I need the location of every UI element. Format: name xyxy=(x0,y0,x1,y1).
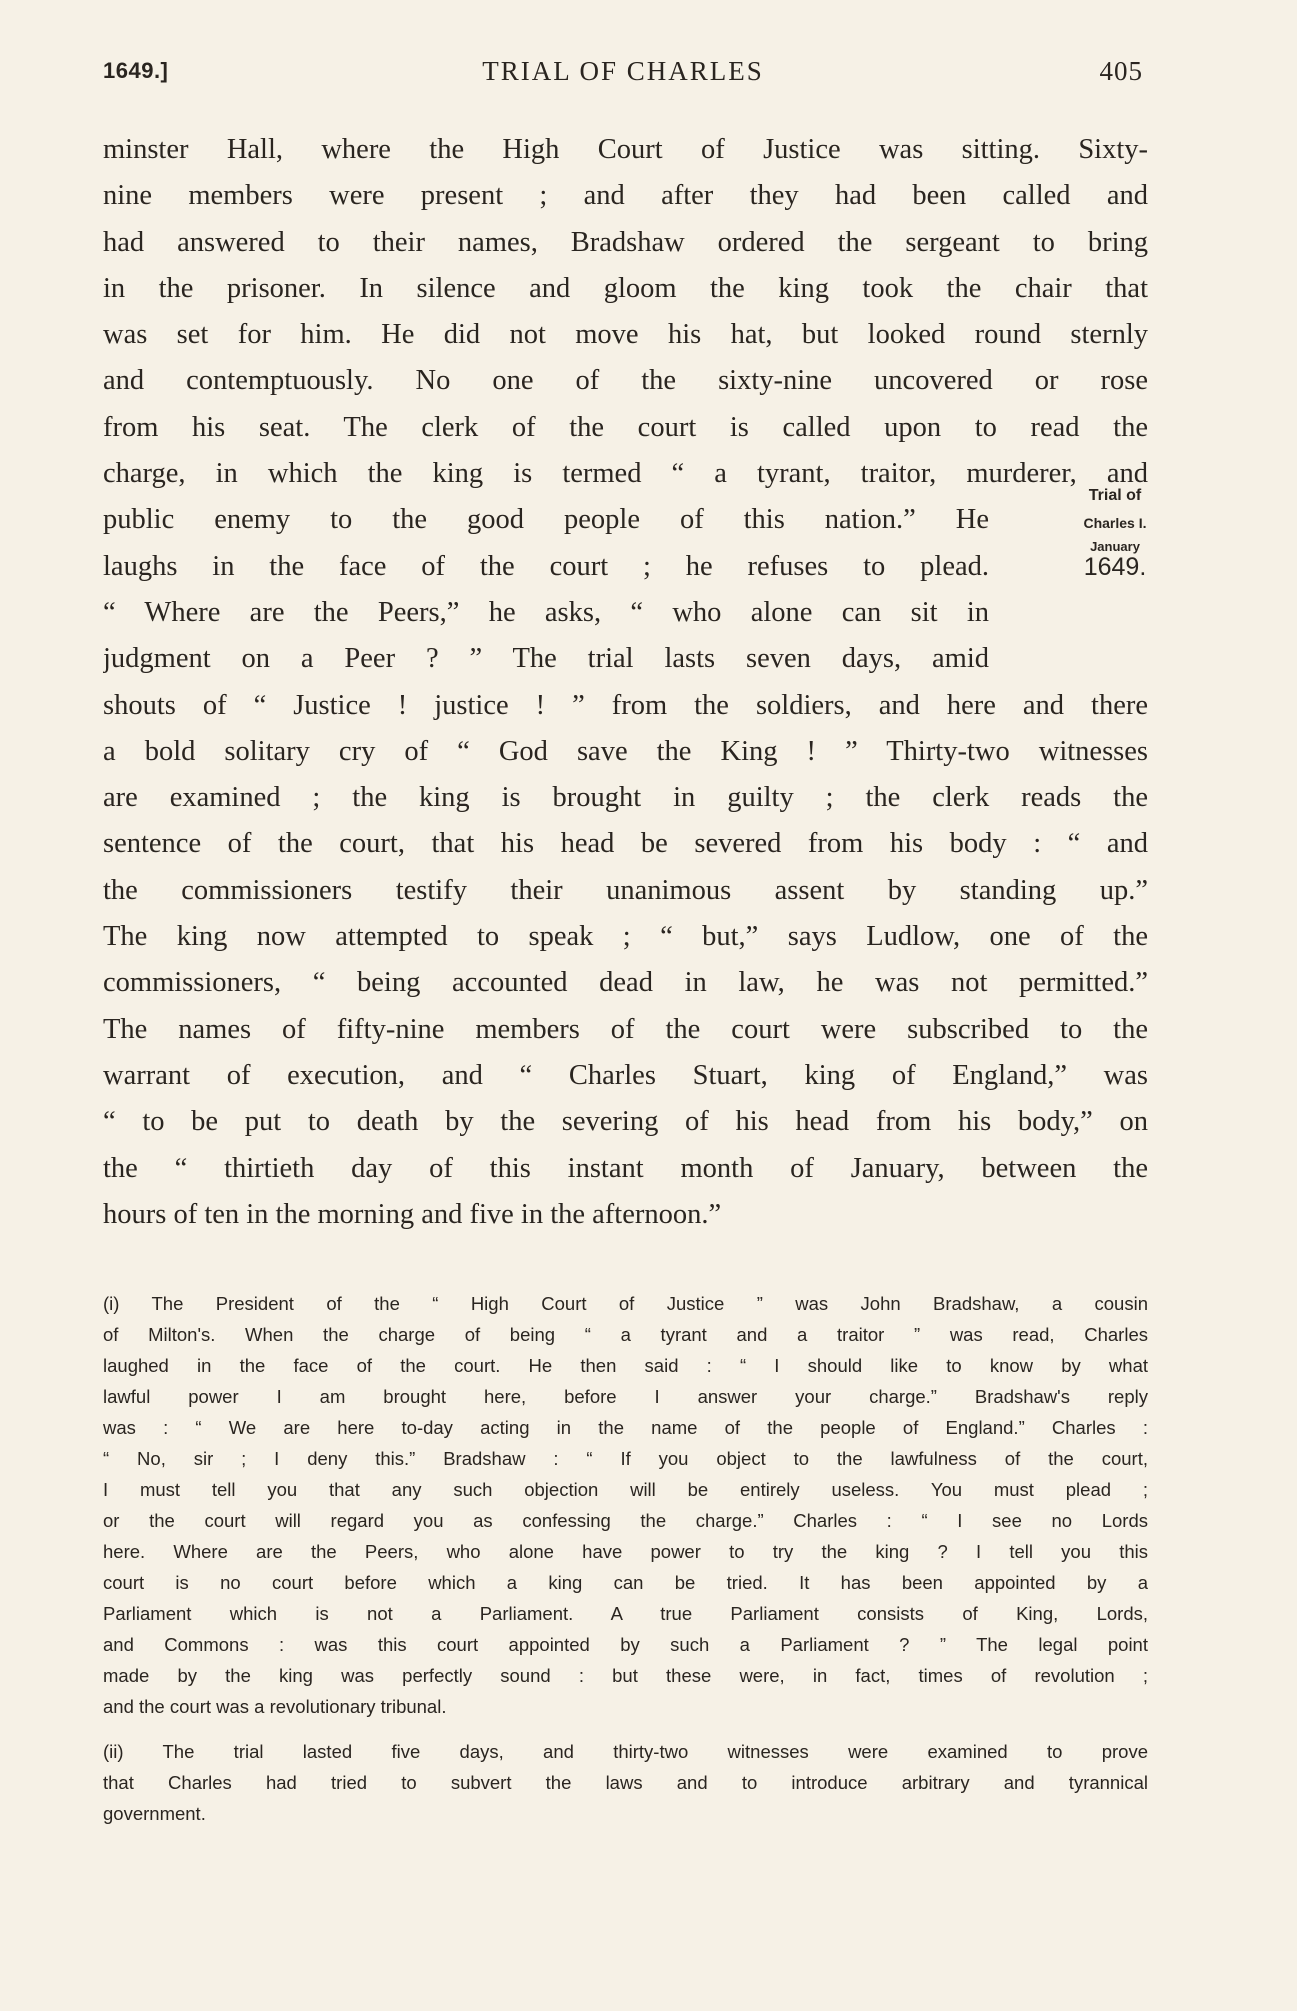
footnote-line: was : “ We are here to-day acting in the name of the people of England.” Charles : xyxy=(103,1417,1148,1438)
header-year: 1649.] xyxy=(103,58,169,83)
text-line: The names of fifty-nine members of the court were subscribed to the xyxy=(103,1013,1148,1045)
footnote-line: and the court was a revolutionary tribunal. xyxy=(103,1696,447,1717)
footnote-line: lawful power I am brought here, before I answer your charge.” Bradshaw's reply xyxy=(103,1386,1148,1407)
margin-note xyxy=(1070,488,1160,580)
margin-note-year: 1649. xyxy=(1083,553,1147,581)
footnote-line: made by the king was perfectly sound : but these were, in fact, times of revolution ; xyxy=(103,1665,1148,1686)
margin-note-line: Trial of xyxy=(1088,487,1142,504)
footnote-line: (i) The President of the “ High Court of Justice ” was John Bradshaw, a cousin xyxy=(103,1293,1148,1314)
text-line: The king now attempted to speak ; “ but,” says Ludlow, one of the xyxy=(103,921,1148,953)
text-line: commissioners, “ being accounted dead in law, he was not permitted.” xyxy=(103,967,1148,999)
footnote-line: “ No, sir ; I deny this.” Bradshaw : “ If you object to the lawfulness of the court, xyxy=(103,1448,1148,1469)
footnote-i xyxy=(103,1288,1148,1722)
footnote-line: court is no court before which a king can be tried. It has been appointed by a xyxy=(103,1572,1148,1593)
text-line: public enemy to the good people of this nation.” He xyxy=(103,504,989,536)
page-number: 405 xyxy=(1099,56,1143,86)
text-line: nine members were present ; and after they had been called and xyxy=(103,180,1148,212)
running-header xyxy=(103,56,1143,96)
margin-note-line: January xyxy=(1090,539,1140,554)
footnotes xyxy=(103,1288,1148,1829)
text-line: minster Hall, where the High Court of Justice was sitting. Sixty- xyxy=(103,134,1148,165)
text-line: hours of ten in the morning and five in the afternoon.” xyxy=(103,1198,722,1230)
text-line: “ Where are the Peers,” he asks, “ who alone can sit in xyxy=(103,596,989,628)
margin-note-line: Charles I. xyxy=(1083,515,1147,531)
footnote-gap xyxy=(103,1722,1148,1736)
footnote-line: government. xyxy=(103,1803,206,1824)
footnote-line: that Charles had tried to subvert the laws and to introduce arbitrary and tyrannical xyxy=(103,1772,1148,1793)
text-line: in the prisoner. In silence and gloom the king took the chair that xyxy=(103,272,1148,304)
footnote-ii xyxy=(103,1736,1148,1829)
text-line: “ to be put to death by the severing of his head from his body,” on xyxy=(103,1106,1148,1138)
text-line: sentence of the court, that his head be severed from his body : “ and xyxy=(103,828,1148,860)
footnote-line: laughed in the face of the court. He then said : “ I should like to know by what xyxy=(103,1355,1148,1376)
text-line: from his seat. The clerk of the court is called upon to read the xyxy=(103,411,1148,443)
footnote-line: or the court will regard you as confessing the charge.” Charles : “ I see no Lords xyxy=(103,1510,1148,1531)
footnote-line: I must tell you that any such objection will be entirely useless. You must plead ; xyxy=(103,1479,1148,1500)
footnote-line: Parliament which is not a Parliament. A true Parliament consists of King, Lords, xyxy=(103,1603,1148,1624)
footnote-line: and Commons : was this court appointed by such a Parliament ? ” The legal point xyxy=(103,1634,1148,1655)
text-line: charge, in which the king is termed “ a tyrant, traitor, murderer, and xyxy=(103,458,1148,490)
text-line: a bold solitary cry of “ God save the King ! ” Thirty-two witnesses xyxy=(103,735,1148,767)
main-text xyxy=(103,127,1148,1238)
text-line: was set for him. He did not move his hat, but looked round sternly xyxy=(103,319,1148,351)
text-line: had answered to their names, Bradshaw ordered the sergeant to bring xyxy=(103,226,1148,258)
text-line: the “ thirtieth day of this instant month of January, between the xyxy=(103,1152,1148,1184)
header-title: TRIAL OF CHARLES xyxy=(482,56,764,86)
text-line: laughs in the face of the court ; he refuses to plead. xyxy=(103,550,989,582)
footnote-line: (ii) The trial lasted five days, and thirty-two witnesses were examined to prove xyxy=(103,1741,1148,1762)
footnote-line: of Milton's. When the charge of being “ a tyrant and a traitor ” was read, Charles xyxy=(103,1324,1148,1345)
text-line: and contemptuously. No one of the sixty-nine uncovered or rose xyxy=(103,365,1148,397)
text-line: the commissioners testify their unanimous assent by standing up.” xyxy=(103,874,1148,906)
text-line: are examined ; the king is brought in guilty ; the clerk reads the xyxy=(103,782,1148,814)
footnote-line: here. Where are the Peers, who alone have power to try the king ? I tell you this xyxy=(103,1541,1148,1562)
text-line: warrant of execution, and “ Charles Stuart, king of England,” was xyxy=(103,1059,1148,1091)
text-line: judgment on a Peer ? ” The trial lasts seven days, amid xyxy=(103,643,989,675)
text-line: shouts of “ Justice ! justice ! ” from the soldiers, and here and there xyxy=(103,689,1148,721)
